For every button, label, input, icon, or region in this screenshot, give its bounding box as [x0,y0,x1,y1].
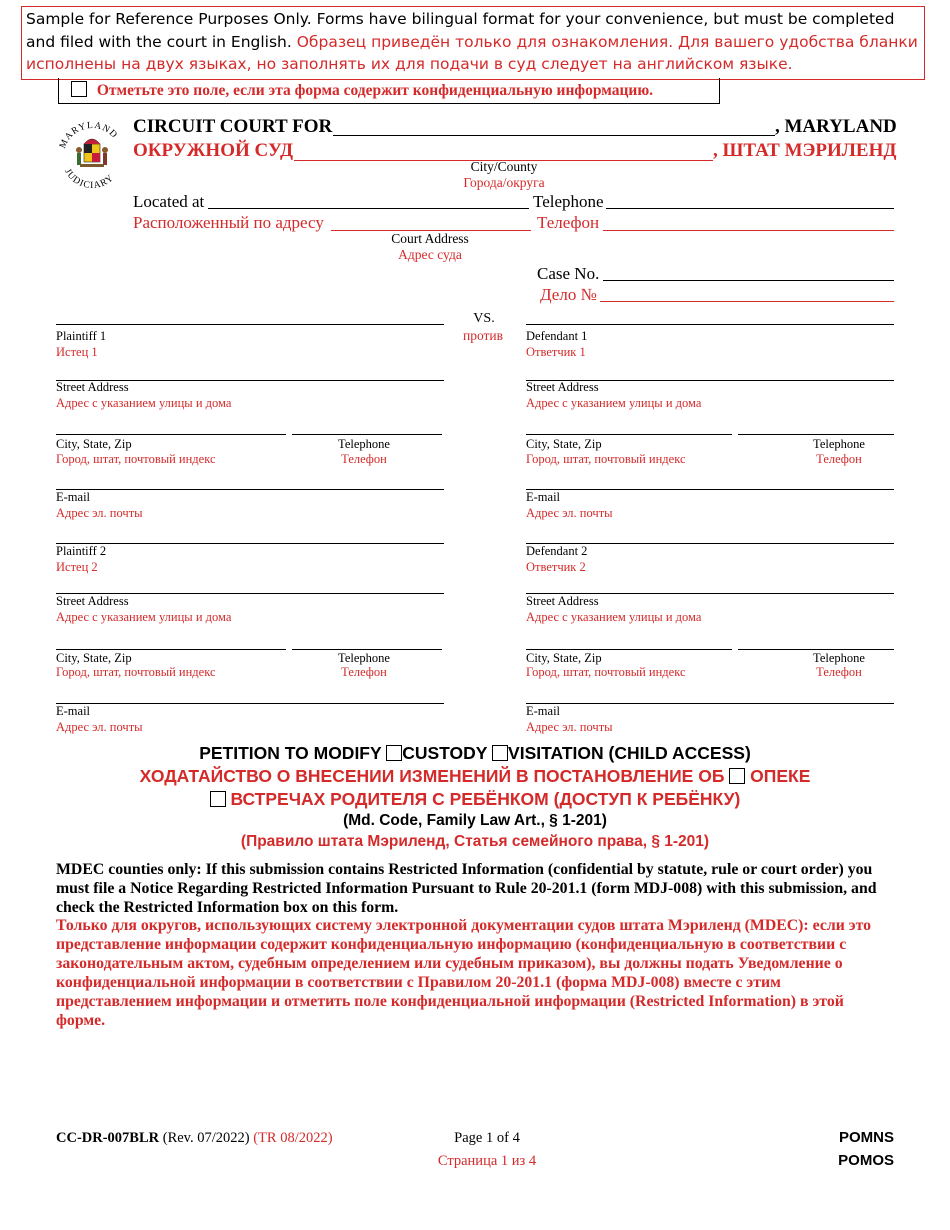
visitation-label-ru: ВСТРЕЧАХ РОДИТЕЛЯ С РЕБЁНКОМ (ДОСТУП К РЕБЁНКУ) [230,789,741,809]
defendant2-city-label-ru: Город, штат, почтовый индекс [526,665,686,679]
defendant2-email-label-ru: Адрес эл. почты [526,720,613,734]
court-suffix-ru: , ШТАТ МЭРИЛЕНД [713,140,897,161]
seal-bottom-text: JUDICIARY [62,167,117,192]
citation-ru: (Правило штата Мэриленд, Статья семейного права, § 1-201) [240,833,710,850]
petition-prefix: PETITION TO MODIFY [199,743,382,763]
defendant1-street-label-ru: Адрес с указанием улицы и дома [526,396,702,410]
plaintiff2-email-line[interactable] [56,703,444,704]
visitation-checkbox-ru[interactable] [210,791,226,807]
plaintiff2-telephone-label-ru: Телефон [341,665,387,679]
city-county-label: City/County [470,159,538,174]
confidential-label: Отметьте это поле, если эта форма содержит конфиденциальную информацию. [96,82,654,99]
defendant1-city-line[interactable] [526,434,732,435]
defendant1-name-line[interactable] [526,324,894,325]
plaintiff2-label-ru: Истец 2 [56,560,98,574]
plaintiff2-city-label-ru: Город, штат, почтовый индекс [56,665,216,679]
defendant2-street-label-ru: Адрес с указанием улицы и дома [526,610,702,624]
form-code-en: POMNS [838,1129,894,1146]
court-title-en: CIRCUIT COURT FOR [133,116,333,137]
defendant2-telephone-label-ru: Телефон [816,665,862,679]
case-no-line-ru [600,301,894,302]
custody-label-ru: ОПЕКЕ [750,766,811,786]
reference-notice [21,6,925,80]
custody-checkbox-ru[interactable] [729,768,745,784]
visitation-checkbox[interactable] [492,745,508,761]
mdec-notice-ru: Только для округов, использующих систему электронной документации судов штата Мэриленд (MDEC): если это представление информации содержит конфиденциальную информацию (конфиденциальную в соответствии с законодательным актом, судебным определением или судебным приказом), вы должны подать Уведомление о конфиденциальной информации в соответствии с Правилом 20-201.1 (форма MDJ-008) вместе с этим представлением информации и отметить поле конфиденциальной информации (Restricted Information) в этой форме. [56,917,872,1029]
vs-label: VS. [473,311,495,326]
plaintiff2-email-label: E-mail [56,704,91,718]
defendant1-telephone-label: Telephone [813,437,865,451]
plaintiff2-city-label: City, State, Zip [56,651,132,665]
defendant1-email-label-ru: Адрес эл. почты [526,506,613,520]
court-telephone-line[interactable] [606,208,894,209]
defendant2-label-ru: Ответчик 2 [526,560,586,574]
petition-title-ru-line2 [0,789,950,810]
defendant1-street-label: Street Address [526,380,599,394]
defendant1-label: Defendant 1 [526,329,588,343]
court-telephone-label: Telephone [533,192,604,211]
form-code-ru: POMOS [838,1152,894,1169]
plaintiff2-email-label-ru: Адрес эл. почты [56,720,143,734]
located-at-label-ru: Расположенный по адресу [133,213,324,232]
maryland-judiciary-seal [58,116,126,196]
plaintiff1-street-label-ru: Адрес с указанием улицы и дома [56,396,232,410]
plaintiff1-city-line[interactable] [56,434,286,435]
seal-top-text: MARYLAND [58,120,120,151]
defendant1-city-label-ru: Город, штат, почтовый индекс [526,452,686,466]
page-number: Page 1 of 4 [454,1130,520,1146]
plaintiff1-telephone-label-ru: Телефон [341,452,387,466]
court-suffix-en: , MARYLAND [775,116,897,137]
defendant2-email-line[interactable] [526,703,894,704]
plaintiff2-street-label-ru: Адрес с указанием улицы и дома [56,610,232,624]
seal-icon [58,116,126,196]
court-address-label-ru: Адрес суда [398,247,462,262]
form-id: CC-DR-007BLR [56,1130,160,1146]
defendant1-telephone-label-ru: Телефон [816,452,862,466]
plaintiff1-telephone-line[interactable] [292,434,442,435]
case-no-line[interactable] [603,280,894,281]
court-county-line[interactable] [333,135,775,136]
city-county-label-ru: Города/округа [463,175,545,190]
notice-ru: Образец приведён только для ознакомления. Для вашего удобства бланки исполнены на двух языках, но заполнять их для подачи в суд следует на английском языке. [26,32,918,73]
confidential-box [58,78,720,104]
custody-label: CUSTODY [402,743,488,763]
defendant2-telephone-label: Telephone [813,651,865,665]
defendant1-telephone-line[interactable] [738,434,894,435]
defendant2-telephone-line[interactable] [738,649,894,650]
confidential-checkbox[interactable] [71,81,87,97]
court-address-line[interactable] [208,208,529,209]
defendant2-street-label: Street Address [526,594,599,608]
defendant2-label: Defendant 2 [526,544,588,558]
mdec-notice-en: MDEC counties only: If this submission contains Restricted Information (confidential by statute, rule or court order) you must file a Notice Regarding Restricted Information Pursuant to Rule 20-201.1 (form MDJ-008) with this submission, and check the Restricted Information box on this form. [56,861,877,916]
defendant2-email-label: E-mail [526,704,561,718]
form-rev: (Rev. 07/2022) [162,1130,250,1146]
plaintiff2-street-label: Street Address [56,594,129,608]
plaintiff2-telephone-line[interactable] [292,649,442,650]
plaintiff2-city-line[interactable] [56,649,286,650]
defendant2-city-label: City, State, Zip [526,651,602,665]
plaintiff1-label-ru: Истец 1 [56,345,98,359]
vs-label-ru: против [462,328,504,343]
petition-title-en [0,743,950,764]
footer-form-id-group [56,1130,333,1147]
case-no-label-ru: Дело № [540,285,597,304]
plaintiff1-city-label: City, State, Zip [56,437,132,451]
plaintiff2-telephone-label: Telephone [338,651,390,665]
court-title-ru: ОКРУЖНОЙ СУД [133,140,294,161]
plaintiff1-street-label: Street Address [56,380,129,394]
form-tr: (TR 08/2022) [253,1130,333,1146]
page-number-ru: Страница 1 из 4 [437,1153,537,1169]
plaintiff1-name-line[interactable] [56,324,444,325]
court-address-label: Court Address [391,231,469,246]
defendant1-label-ru: Ответчик 1 [526,345,586,359]
plaintiff1-email-label: E-mail [56,490,91,504]
case-no-label: Case No. [537,264,600,283]
petition-prefix-ru: ХОДАТАЙСТВО О ВНЕСЕНИИ ИЗМЕНЕНИЙ В ПОСТАНОВЛЕНИЕ ОБ [139,766,725,786]
defendant2-city-line[interactable] [526,649,732,650]
located-at-label: Located at [133,192,205,211]
svg-text:JUDICIARY [62,167,116,191]
plaintiff1-label: Plaintiff 1 [56,329,107,343]
custody-checkbox[interactable] [386,745,402,761]
visitation-label: VISITATION (CHILD ACCESS) [508,743,751,763]
plaintiff1-email-label-ru: Адрес эл. почты [56,506,143,520]
citation-en: (Md. Code, Family Law Art., § 1-201) [343,812,607,829]
plaintiff1-email-line[interactable] [56,489,444,490]
plaintiff1-city-label-ru: Город, штат, почтовый индекс [56,452,216,466]
petition-title-ru-line1 [0,766,950,787]
court-telephone-label-ru: Телефон [537,213,600,232]
defendant1-email-label: E-mail [526,490,561,504]
court-telephone-line-ru [603,230,894,231]
plaintiff1-telephone-label: Telephone [338,437,390,451]
defendant1-email-line[interactable] [526,489,894,490]
plaintiff2-name-line[interactable] [56,543,444,544]
defendant1-city-label: City, State, Zip [526,437,602,451]
notice-en: Sample for Reference Purposes Only. Forms have bilingual format for your convenience, but must be completed and filed with the court in English. [26,10,895,51]
plaintiff2-label: Plaintiff 2 [56,544,107,558]
